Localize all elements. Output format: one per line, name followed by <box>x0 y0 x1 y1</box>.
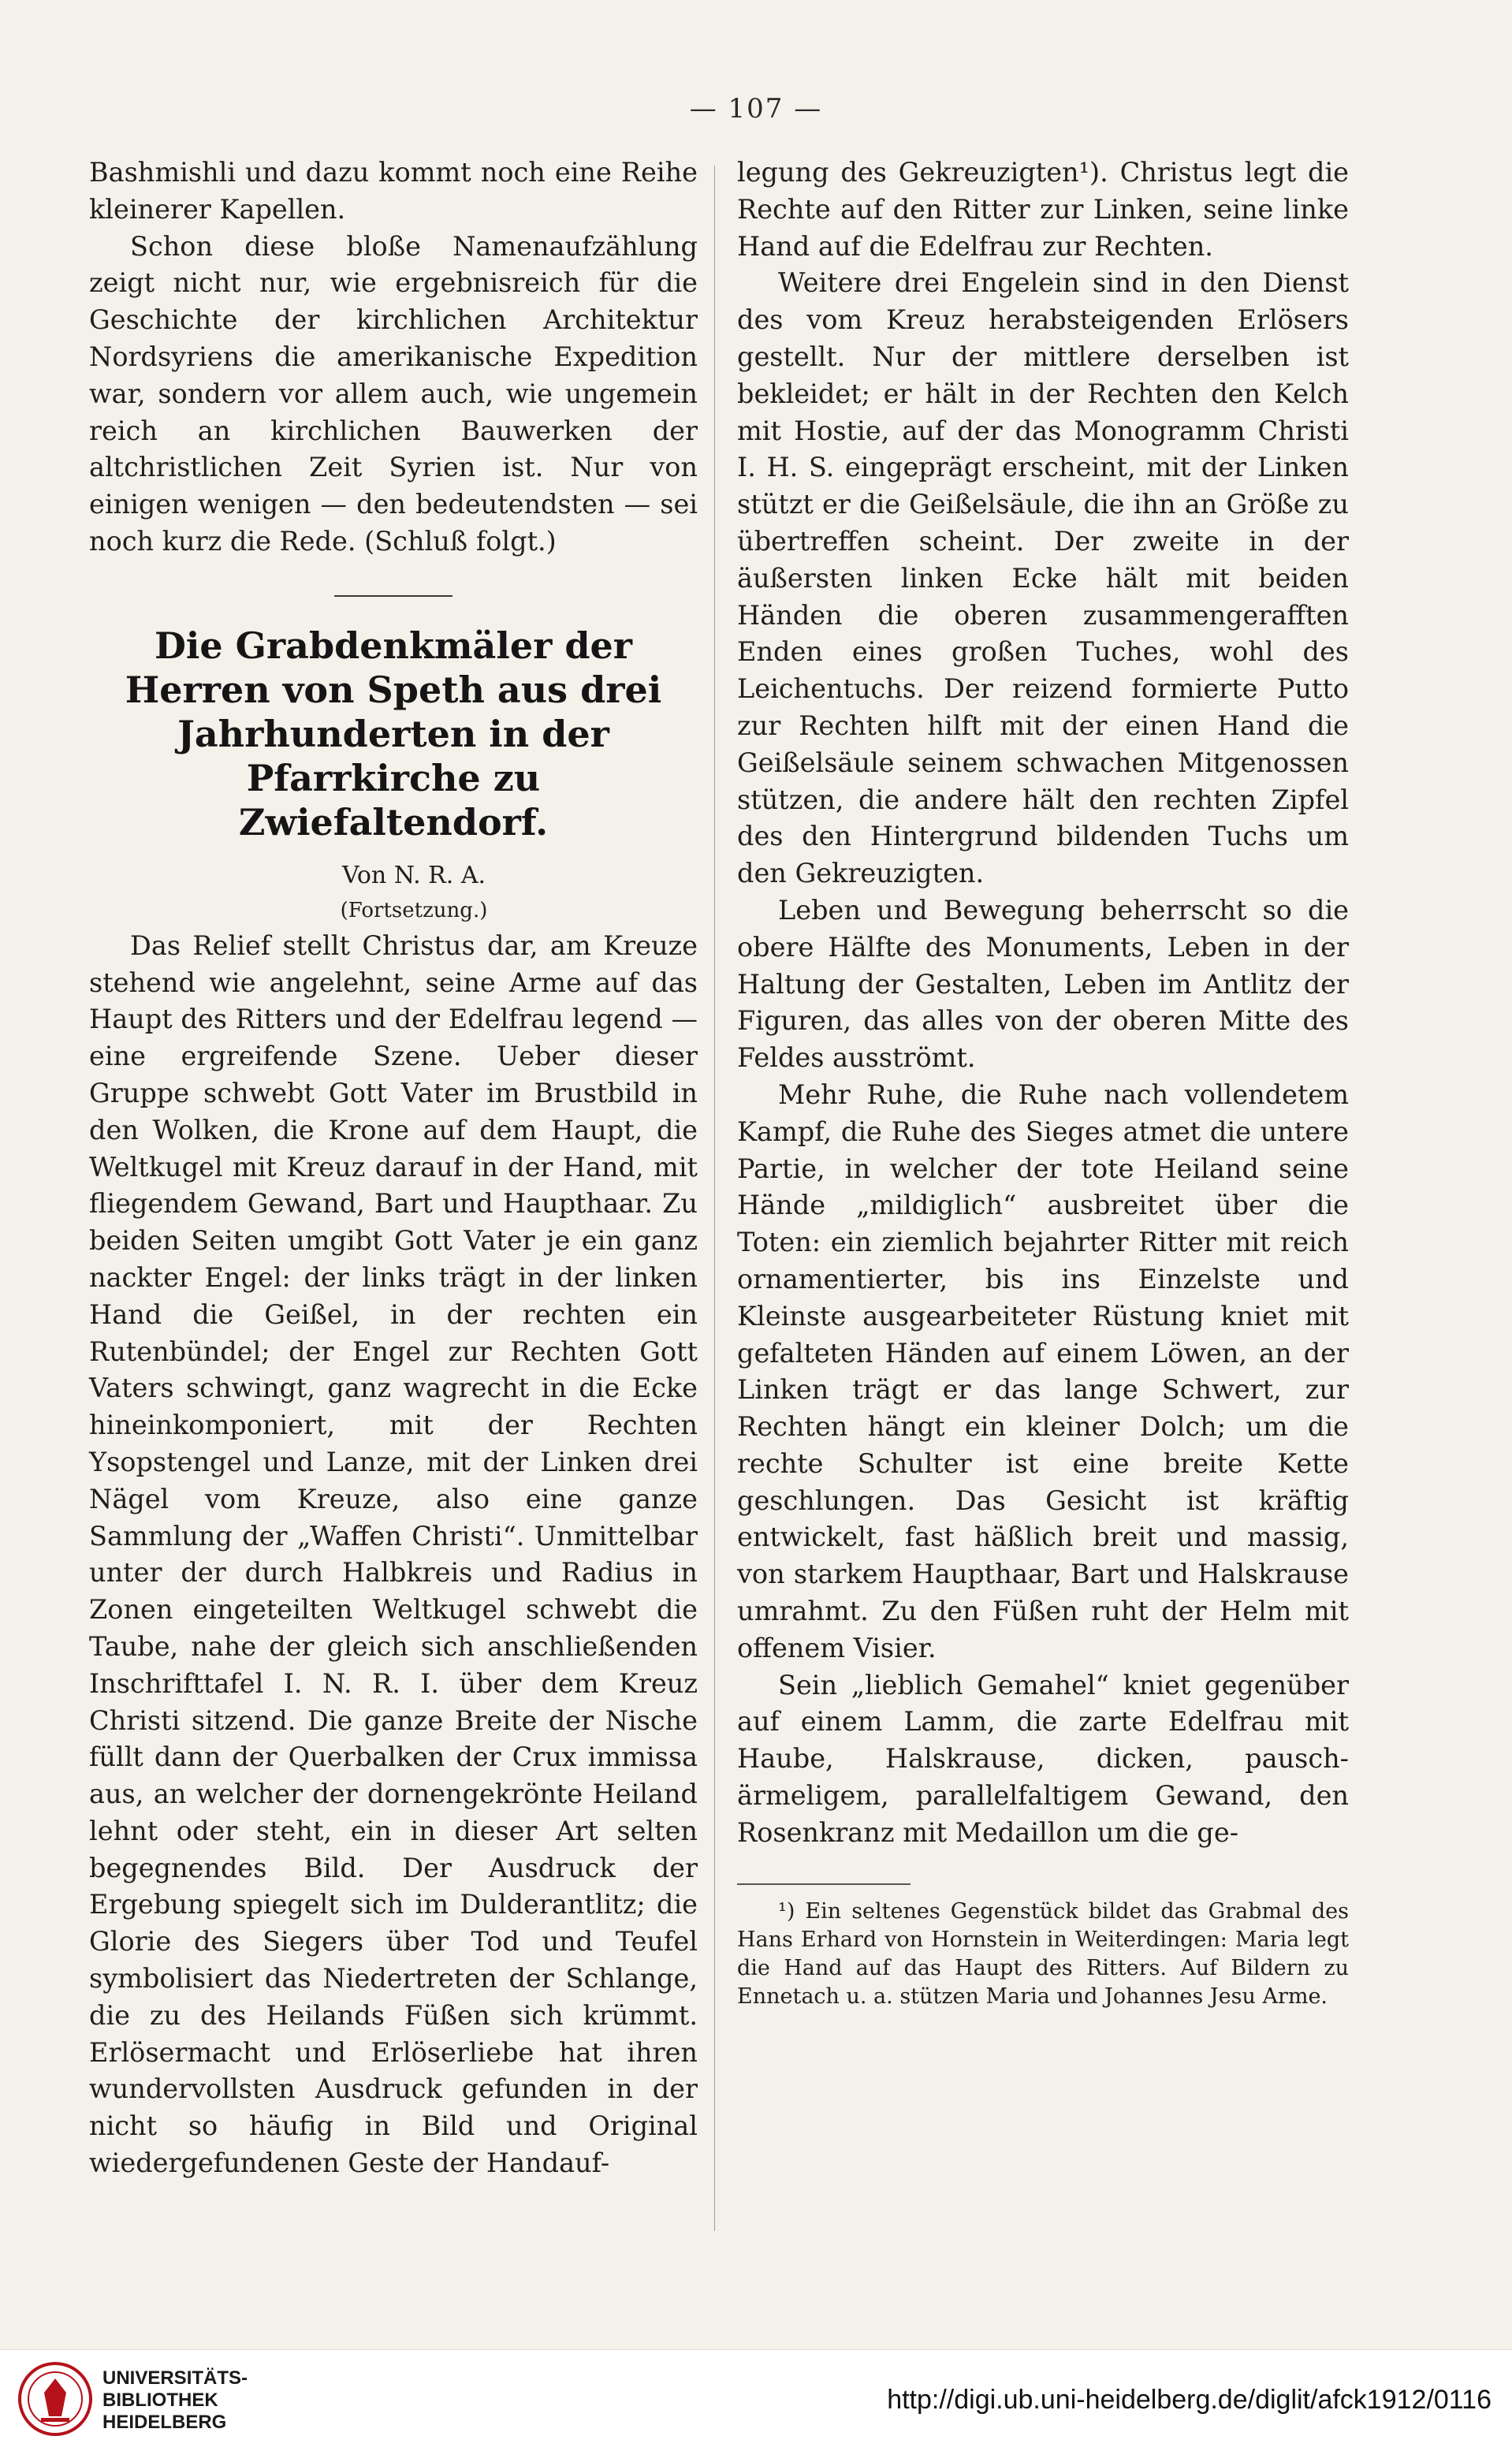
article-byline: Von N. R. A. <box>341 861 486 889</box>
intro-paragraph-2: Schon diese bloße Namenaufzählung zeigt nicht nur, wie ergebnisreich für die Geschichte der kirchlichen Architektur Nordsyriens die amerikanische Expedition war, sondern vor allem auch, wie ungemein reich an kirchlichen Bauwerken der altchristlichen Zeit Syrien ist. Nur von einigen wenigen — den bedeutendsten — sei noch kurz die Rede. (Schluß folgt.) <box>89 230 698 557</box>
right-paragraph-5: Sein „lieblich Gemahel“ kniet gegenüber auf einem Lamm, die zarte Edelfrau mit Haube, Halskrause, dicken, pausch-ärmeligem, parallelfaltigem Gewand, den Rosenkranz mit Medaillon um die ge- <box>737 1669 1349 1848</box>
body-paragraph-1: Das Relief stellt Christus dar, am Kreuze stehend wie angelehnt, seine Arme auf das Haupt des Ritters und der Edelfrau legend — eine ergreifende Szene. Ueber dieser Gruppe schwebt Gott Vater im Brustbild in den Wolken, die Krone auf dem Haupt, die Weltkugel mit Kreuz darauf in der Hand, mit fliegendem Gewand, Bart und Haupthaar. Zu beiden Seiten umgibt Gott Vater je ein ganz nackter Engel: der links trägt in der linken Hand die Geißel, in der rechten ein Rutenbündel; der Engel zur Rechten Gott Vaters schwingt, ganz wagrecht in die Ecke hineinkomponiert, mit der Rechten Ysopstengel und Lanze, mit der Linken drei Nägel vom Kreuze, also eine ganze Sammlung der „Waffen Christi“. Unmittelbar unter der durch Halbkreis und Radius in Zonen eingeteilten Weltkugel schwebt die Taube, nahe der gleich sich anschließenden Inschrifttafel I. N. R. I. über dem Kreuz Christi sitzend. Die ganze Breite der Nische füllt dann der Querbalken der Crux immissa aus, an welcher der dornengekrönte Heiland lehnt oder steht, ein in dieser Art selten begegnendes Bild. Der Ausdruck der Ergebung spiegelt sich im Dulderantlitz; die Glorie des Siegers über Tod und Teufel symbolisiert das Niedertreten der Schlange, die zu des Heilands Füßen sich krümmt. Erlösermacht und Erlöserliebe hat ihren wundervollsten Ausdruck gefunden in der nicht so häufig in Bild und Original wiedergefundenen Geste der Handauf- <box>89 929 698 2179</box>
right-paragraph-4: Mehr Ruhe, die Ruhe nach vollendetem Kampf, die Ruhe des Sieges atmet die untere Partie, in welcher der tote Heiland seine Hände „mildiglich“ ausbreitet über die Toten: ein ziemlich bejahrter Ritter mit reich ornamentierter, bis ins Einzelste und Kleinste ausgearbeiteter Rüstung kniet mit gefalteten Händen auf einem Löwen, an der Linken trägt er das lange Schwert, zur Rechten hängt ein kleiner Dolch; um die rechte Schulter ist eine breite Kette geschlungen. Das Gesicht ist kräftig entwickelt, fast häßlich breit und massig, von starkem Haupthaar, Bart und Halskrause umrahmt. Zu den Füßen ruht der Helm mit offenem Visier. <box>737 1078 1349 1663</box>
left-column <box>89 155 698 2182</box>
footnote-divider <box>737 1883 911 1885</box>
right-paragraph-2: Weitere drei Engelein sind in den Dienst des vom Kreuz herabsteigenden Erlösers gestellt. Nur der mittlere derselben ist bekleidet; er hält in der Rechten den Kelch mit Hostie, auf der das Monogramm Christi I. H. S. eingeprägt erscheint, mit der Linken stützt er die Geißelsäule, die ihn an Größe zu übertreffen scheint. Der zweite in der äußersten linken Ecke hält mit beiden Händen die oberen zusammengerafften Enden eines großen Tuches, wohl des Leichentuchs. Der reizend formierte Putto zur Rechten hilft mit der einen Hand die Geißelsäule seinem schwachen Mitgenossen stützen, die andere hält den rechten Zipfel des den Hintergrund bildenden Tuchs um den Gekreuzigten. <box>737 267 1349 889</box>
right-column <box>737 155 1349 2011</box>
source-url-link[interactable]: http://digi.ub.uni-heidelberg.de/diglit/afck1912/0116 <box>887 2385 1492 2415</box>
footnote: ¹) Ein seltenes Gegenstück bildet das Grabmal des Hans Erhard von Hornstein in Weiterdingen: Maria legt die Hand auf das Haupt des Ritters. Auf Bildern zu Ennetach u. a. stützen Maria und Johannes Jesu Arme. <box>737 1898 1349 2009</box>
university-seal-icon[interactable] <box>17 2361 93 2437</box>
library-name <box>102 2367 248 2434</box>
footer-bar <box>0 2349 1512 2451</box>
right-paragraph-1: legung des Gekreuzigten¹). Christus legt die Rechte auf den Ritter zur Linken, seine linke Hand auf die Edelfrau zur Rechten. <box>737 157 1349 262</box>
intro-paragraph-1: Bashmishli und dazu kommt noch eine Reihe kleinerer Kapellen. <box>89 157 698 225</box>
article-title: Die Grabdenkmäler der Herren von Speth aus drei Jahrhunderten in der Pfarrkirche zu Zwiefaltendorf. <box>125 624 662 844</box>
continuation-note: (Fortsetzung.) <box>340 898 488 922</box>
column-divider <box>714 166 715 2231</box>
section-divider <box>334 595 452 597</box>
right-paragraph-3: Leben und Bewegung beherrscht so die obere Hälfte des Monuments, Leben in der Haltung der Gestalten, Leben im Antlitz der Figuren, das alles von der oberen Mitte des Feldes ausströmt. <box>737 894 1349 1074</box>
library-name-line-1: UNIVERSITÄTS- <box>102 2367 248 2389</box>
library-name-line-3: HEIDELBERG <box>102 2412 227 2433</box>
page-number: — 107 — <box>689 93 823 125</box>
library-name-line-2: BIBLIOTHEK <box>102 2390 218 2411</box>
